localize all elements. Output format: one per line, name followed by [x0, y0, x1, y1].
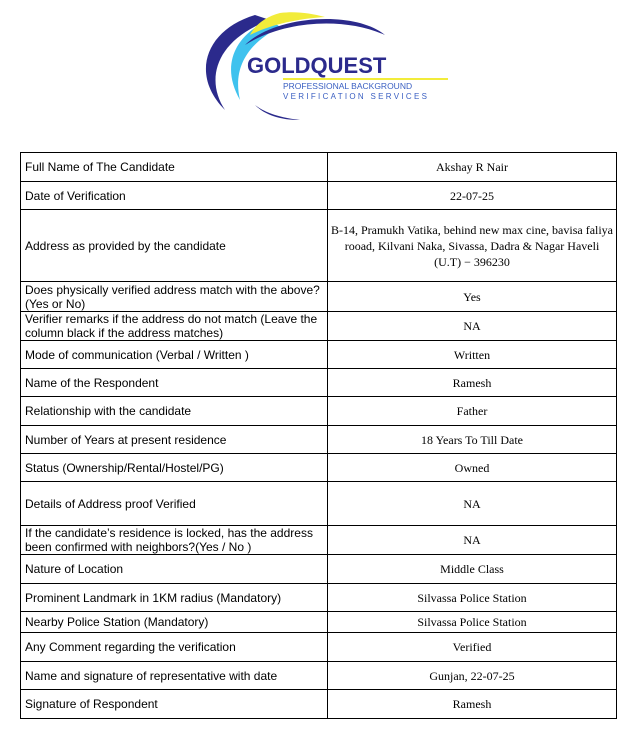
table-row: [21, 690, 617, 719]
table-row: [21, 662, 617, 690]
table-row: [21, 312, 617, 341]
field-label: If the candidate’s residence is locked, has the address been confirmed with neighbors?(Yes / No ): [21, 526, 328, 555]
field-label: Signature of Respondent: [21, 690, 328, 719]
field-value: NA: [328, 526, 617, 555]
field-label: Mode of communication (Verbal / Written ): [21, 341, 328, 369]
field-value: Yes: [328, 282, 617, 312]
field-value: NA: [328, 312, 617, 341]
field-value: B-14, Pramukh Vatika, behind new max cine, bavisa faliya rooad, Kilvani Naka, Sivassa, Dadra & Nagar Haveli (U.T) − 396230: [328, 210, 617, 282]
field-value: 22-07-25: [328, 182, 617, 210]
table-row: [21, 526, 617, 555]
table-row: [21, 397, 617, 426]
field-label: Verifier remarks if the address do not match (Leave the column black if the address matches): [21, 312, 328, 341]
logo-tagline-1: PROFESSIONAL BACKGROUND: [283, 81, 413, 91]
table-row: [21, 482, 617, 526]
logo-brand: GOLDQUEST: [247, 53, 387, 78]
field-value: Verified: [328, 633, 617, 662]
address-verification-table: [20, 152, 617, 719]
table-row: [21, 555, 617, 584]
field-label: Full Name of The Candidate: [21, 153, 328, 182]
table-row: [21, 426, 617, 454]
table-row: [21, 182, 617, 210]
field-label: Does physically verified address match with the above? (Yes or No): [21, 282, 328, 312]
table-row: [21, 369, 617, 397]
field-value: Silvassa Police Station: [328, 612, 617, 633]
table-row: [21, 612, 617, 633]
field-label: Nature of Location: [21, 555, 328, 584]
field-label: Address as provided by the candidate: [21, 210, 328, 282]
field-value: NA: [328, 482, 617, 526]
field-value: Middle Class: [328, 555, 617, 584]
goldquest-logo: [185, 5, 460, 125]
field-label: Status (Ownership/Rental/Hostel/PG): [21, 454, 328, 482]
field-value: 18 Years To Till Date: [328, 426, 617, 454]
field-value: Owned: [328, 454, 617, 482]
field-label: Any Comment regarding the verification: [21, 633, 328, 662]
table-row: [21, 153, 617, 182]
field-label: Details of Address proof Verified: [21, 482, 328, 526]
field-label: Relationship with the candidate: [21, 397, 328, 426]
field-label: Name and signature of representative with date: [21, 662, 328, 690]
table-row: [21, 341, 617, 369]
logo-tagline-2: VERIFICATION SERVICES: [283, 92, 430, 101]
field-label: Date of Verification: [21, 182, 328, 210]
table-row: [21, 282, 617, 312]
field-label: Prominent Landmark in 1KM radius (Mandatory): [21, 584, 328, 612]
field-label: Number of Years at present residence: [21, 426, 328, 454]
field-value: Father: [328, 397, 617, 426]
field-value: Akshay R Nair: [328, 153, 617, 182]
field-label: Name of the Respondent: [21, 369, 328, 397]
table-row: [21, 584, 617, 612]
table-row: [21, 633, 617, 662]
table-row: [21, 210, 617, 282]
field-value: Written: [328, 341, 617, 369]
field-value: Ramesh: [328, 369, 617, 397]
field-value: Ramesh: [328, 690, 617, 719]
table-row: [21, 454, 617, 482]
field-value: Gunjan, 22-07-25: [328, 662, 617, 690]
field-value: Silvassa Police Station: [328, 584, 617, 612]
field-label: Nearby Police Station (Mandatory): [21, 612, 328, 633]
